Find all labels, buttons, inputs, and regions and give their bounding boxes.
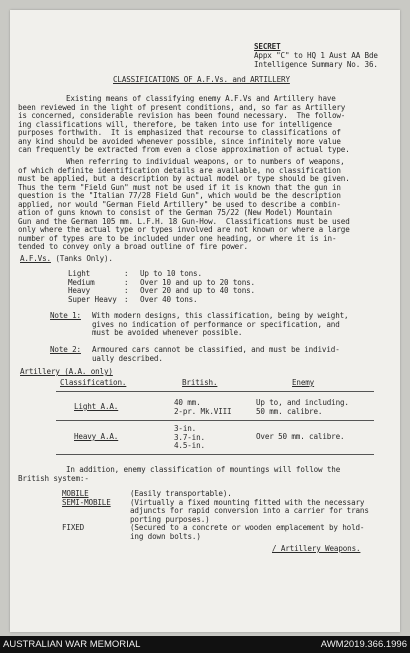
text-line: Existing means of classifying enemy A.F.Vs and Artillery have — [66, 94, 336, 103]
artillery-heading: Artillery (A.A. only) — [20, 367, 113, 376]
heavy-aa-british: 3.7-in. — [174, 432, 205, 442]
mountings-intro: British system:- — [18, 473, 89, 483]
afv-weight-range: Over 10 and up to 20 tons. — [140, 277, 255, 287]
semi-mobile-description: (Virtually a fixed mounting fitted with the necessary — [130, 497, 365, 507]
text-line: any kind should be avoided whenever possible, since infinitely more value — [18, 136, 341, 146]
archive-accession-number: AWM2019.366.1996 — [320, 639, 407, 650]
heavy-aa-british: 4.5-in. — [174, 441, 205, 450]
document-page — [10, 10, 400, 632]
table-rule — [56, 391, 374, 392]
note-1-text: With modern designs, this classification, being by weight, — [92, 311, 349, 320]
note-2-text: ually described. — [92, 353, 163, 363]
text-line: applied, nor would "German Field Artillery" be used to describe a combin- — [18, 199, 341, 209]
afv-class-label: Super Heavy — [68, 294, 117, 304]
secret-marking: SECRET — [254, 42, 281, 51]
text-line: is concerned, considerable revision has been found necessary. The follow- — [18, 111, 346, 120]
mountings-intro: In addition, enemy classification of mountings will follow the — [66, 465, 341, 474]
mobile-description: (Easily transportable). — [130, 489, 232, 498]
afv-class-label: Light — [68, 269, 91, 278]
text-line: been reviewed in the light of present conditions, and, so far as Artillery — [18, 102, 346, 112]
text-line: of which definite identification details are available, no classification — [18, 165, 341, 175]
appendix-reference: Appx "C" to HQ 1 Aust AA Bde — [254, 51, 378, 60]
afv-separator: : — [124, 269, 129, 278]
semi-mobile-description: adjuncts for rapid conversion into a carrier for trans — [130, 506, 369, 515]
semi-mobile-description: porting purposes.) — [130, 514, 210, 524]
document-title: CLASSIFICATIONS OF A.F.Vs. and ARTILLERY — [113, 75, 290, 84]
note-2-text: Armoured cars cannot be classified, and must be individ- — [92, 345, 340, 354]
text-line: ing classifications will, therefore, be taken into use for intelligence — [18, 119, 332, 129]
afv-weight-range: Up to 10 tons. — [140, 269, 202, 278]
text-line: ation of guns known to consist of the German 75/22 (New Model) Mountain — [18, 208, 332, 217]
fixed-description: ing down bolts.) — [130, 531, 201, 541]
text-line: Gun and the German 105 mm. L.F.H. 18 Gun-How. Classifications must be used — [18, 216, 350, 226]
semi-mobile-label: SEMI-MOBILE — [62, 497, 111, 507]
afv-separator: : — [124, 294, 129, 304]
mobile-label: MOBILE — [62, 489, 89, 498]
text-line: question is the "Italian 77/28 Field Gun", which would be the description — [18, 191, 341, 200]
afv-separator: : — [124, 277, 129, 287]
note-1-text: must be avoided whenever possible. — [92, 328, 243, 337]
light-aa-british: 2-pr. Mk.VIII — [174, 406, 232, 416]
heavy-aa-british: 3-in. — [174, 424, 197, 433]
table-rule — [56, 454, 374, 455]
note-1-text: gives no indication of performance or specification, and — [92, 319, 340, 329]
note-1-label: Note 1: — [50, 311, 81, 320]
afv-weight-range: Over 40 tons. — [140, 294, 198, 304]
light-aa-british: 40 mm. — [174, 398, 201, 407]
text-line: purposes forthwith. It is emphasized that recourse to classifications of — [18, 128, 341, 137]
light-aa-enemy: 50 mm. calibre. — [256, 406, 323, 416]
archive-footer — [0, 636, 410, 653]
continuation-signoff: / Artillery Weapons. — [272, 544, 361, 553]
heavy-aa-enemy: Over 50 mm. calibre. — [256, 432, 345, 441]
light-aa-label: Light A.A. — [74, 402, 119, 411]
text-line: can frequently be extracted from even a close approximation of actual type. — [18, 145, 350, 154]
table-rule — [56, 420, 374, 421]
fixed-label: FIXED — [62, 523, 85, 532]
heavy-aa-label: Heavy A.A. — [74, 432, 119, 441]
afv-separator: : — [124, 286, 129, 295]
afv-class-label: Medium — [68, 277, 95, 287]
note-2-label: Note 2: — [50, 345, 81, 354]
text-line: Thus the term "Field Gun" must not be used if it is known that the gun in — [18, 182, 341, 192]
column-header-enemy: Enemy — [292, 378, 315, 387]
text-line: When referring to individual weapons, or to numbers of weapons, — [66, 157, 345, 166]
archive-name: AUSTRALIAN WAR MEMORIAL — [3, 639, 141, 650]
summary-number: Intelligence Summary No. 36. — [254, 60, 378, 69]
text-line: must be applied, but a description by actual model or type should be given. — [18, 174, 350, 183]
afv-heading: A.F.Vs. (Tanks Only). — [20, 254, 113, 263]
afv-weight-range: Over 20 and up to 40 tons. — [140, 286, 255, 295]
text-line: number of types are to be included under one heading, or where it is in- — [18, 233, 337, 243]
light-aa-enemy: Up to, and including. — [256, 398, 349, 407]
afv-class-label: Heavy — [68, 286, 91, 295]
column-header-british: British. — [182, 378, 218, 387]
text-line: tended to convey only a broad outline of fire power. — [18, 242, 248, 251]
fixed-description: (Secured to a concrete or wooden emplacement by hold- — [130, 523, 365, 532]
column-header-classification: Classification. — [60, 378, 127, 387]
text-line: only where the actual type or types involved are not known or where a large — [18, 225, 350, 234]
